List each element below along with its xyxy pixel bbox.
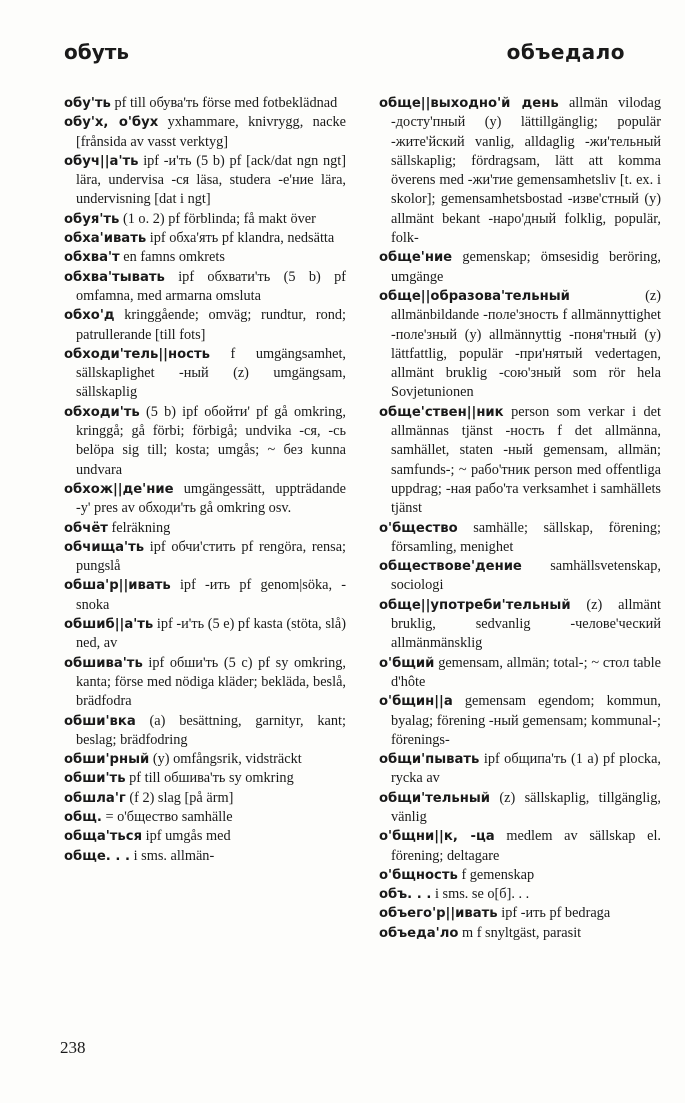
- entry-definition: yxhammare, knivrygg, nacke [frånsida av vasst verktyg]: [76, 114, 346, 150]
- entry-headword: о'бщество: [379, 520, 458, 536]
- entry-definition: = о'бщество samhälle: [105, 808, 233, 825]
- entry-headword: обуя'ть: [64, 211, 120, 227]
- entry-headword: обу'ть: [64, 96, 111, 111]
- dictionary-entry: [64, 229, 346, 248]
- entry-definition: kringgående; omväg; rundtur, rond; patrullerande [till fots]: [76, 307, 346, 343]
- entry-headword: о'бщин||а: [379, 694, 453, 710]
- entry-headword: обша'р||ивать: [64, 578, 171, 594]
- entry-definition: (1 o. 2) pf förblinda; få makt över: [122, 210, 316, 227]
- dictionary-entry: [379, 596, 661, 654]
- entry-headword: обхва'т: [64, 250, 120, 266]
- entry-definition: gemensam egendom; kommun, byalag; förening -ный gemensam; kommunal-; förenings-: [391, 693, 662, 748]
- entry-definition: felräkning: [111, 519, 171, 536]
- entry-headword: обхва'тывать: [64, 269, 165, 285]
- entry-definition: samhälle; sällskap, förening; församling, menighet: [391, 519, 662, 555]
- entry-definition: person som verkar i det allmännas tjänst -ность f det allmänna, samhället, staten -ный gemensam, allmän; samfunds-; ~ рабо'тник person med offentliga uppdrag; -ная рабо'та verksamhet i samhällets tjänst: [391, 403, 661, 517]
- dictionary-entry: [64, 210, 346, 229]
- dictionary-entry: [379, 924, 661, 943]
- entry-headword: обчища'ть: [64, 539, 145, 555]
- entry-definition: ipf umgås med: [145, 828, 231, 845]
- entry-headword: обшла'г: [64, 790, 126, 806]
- entry-headword: объеда'ло: [379, 925, 459, 941]
- entry-definition: pf till обшива'ть sy omkring: [129, 770, 294, 787]
- dictionary-entry: [64, 113, 346, 152]
- entry-definition: ipf обши'ть (5 c) pf sy omkring, kanta; förse med nödiga kläder; bekläda, beslå, brädfodra: [76, 654, 346, 710]
- entry-headword: обще||образова'тельный: [379, 288, 570, 304]
- dictionary-entry: [64, 306, 346, 345]
- entry-headword: обха'ивать: [64, 231, 147, 247]
- entry-definition: samhällsvetenskap, sociologi: [391, 558, 661, 594]
- entry-headword: обу'х, о'бух: [64, 115, 159, 131]
- dictionary-entry: [64, 808, 346, 827]
- right-column: [379, 94, 661, 943]
- header-last-word: объедало: [506, 40, 625, 64]
- dictionary-entry: [64, 789, 346, 808]
- entry-headword: обши'ть: [64, 771, 126, 787]
- dictionary-entry: [64, 519, 346, 538]
- dictionary-entry: [379, 519, 661, 558]
- dictionary-entry: [379, 287, 661, 403]
- dictionary-entry: [64, 480, 346, 519]
- entry-headword: объ. . .: [379, 887, 432, 903]
- dictionary-entry: [379, 827, 661, 866]
- entry-definition: gemensam, allmän; total-; ~ стол table d'hôte: [391, 654, 661, 690]
- page-number: 238: [60, 1038, 86, 1057]
- entry-headword: обща'ться: [64, 829, 143, 845]
- dictionary-entry: [379, 750, 661, 789]
- entry-definition: en famns omkrets: [123, 249, 225, 266]
- entry-definition: (z) sällskaplig, tillgänglig, vänlig: [391, 789, 662, 825]
- entry-definition: i sms. se о[б]. . .: [434, 886, 530, 903]
- entry-headword: обхож||де'ние: [64, 481, 174, 497]
- entry-definition: (f 2) slag [på ärm]: [129, 789, 234, 806]
- entry-definition: umgängessätt, uppträdande -у' pres av обходи'ть gå omkring osv.: [76, 480, 346, 517]
- entry-definition: ipf общипа'ть (1 a) pf plocka, rycka av: [391, 751, 661, 787]
- dictionary-entry: [64, 268, 346, 307]
- entry-definition: ipf обха'ять pf klandra, nedsätta: [149, 230, 335, 247]
- entry-definition: allmän vilodag -досту'пный (y) lättillgänglig; populär -жите'йский vanlig, alldaglig -жи'тельный sällskaplig; fördragsam, lätt att komma överens med -жи'тие gemensamhetsliv [t. ex. i skolor]; gemensamhetsbostad -изве'стный (y) allmänt bekant -наро'дный folklig, populär, folk-: [391, 95, 661, 247]
- entry-headword: обще||употреби'тельный: [379, 597, 571, 613]
- entry-headword: обшиб||а'ть: [64, 617, 154, 633]
- entry-headword: обходи'ть: [64, 404, 140, 420]
- dictionary-entry: [379, 94, 661, 248]
- dictionary-entry: [64, 538, 346, 577]
- entry-definition: ipf обхвати'ть (5 b) pf omfamna, med armarna omsluta: [76, 268, 346, 304]
- entry-headword: обуч||а'ть: [64, 153, 139, 169]
- entry-headword: общи'пывать: [379, 752, 480, 768]
- entry-definition: ipf -и'ть (5 e) pf kasta (stöta, slå) ned, av: [76, 616, 346, 652]
- dictionary-entry: [64, 576, 346, 615]
- dictionary-entry: [379, 248, 661, 287]
- left-column: [64, 94, 346, 866]
- dictionary-entry: [379, 789, 661, 828]
- entry-headword: общи'тельный: [379, 790, 490, 806]
- dictionary-entry: [64, 750, 346, 769]
- entry-headword: обще. . .: [64, 848, 131, 864]
- entry-definition: (z) allmänt bruklig, sedvanlig -челове'ческий allmänmänsklig: [391, 596, 661, 652]
- dictionary-entry: [379, 557, 661, 596]
- entry-headword: обще'ние: [379, 250, 453, 266]
- entry-definition: ipf -ить pf bedraga: [501, 905, 611, 922]
- header-first-word: обуть: [64, 40, 129, 64]
- dictionary-entry: [379, 403, 661, 519]
- dictionary-entry: [379, 885, 661, 904]
- entry-definition: i sms. allmän-: [133, 847, 215, 864]
- entry-headword: обще||выходно'й день: [379, 96, 559, 111]
- entry-headword: обши'рный: [64, 752, 150, 768]
- entry-headword: обхо'д: [64, 308, 115, 324]
- dictionary-entry: [379, 692, 661, 750]
- entry-headword: обще'ствен||ник: [379, 404, 504, 420]
- entry-definition: f umgängsamhet, sällskaplighet -ный (z) umgängsam, sällskaplig: [76, 345, 346, 401]
- entry-definition: (5 b) ipf обойти' pf gå omkring, kringgå; gå förbi; förbigå; undvika -ся, -сь belöpa sig till; kosta; umgås; ~ без kunna undvara: [76, 403, 346, 478]
- dictionary-entry: [64, 615, 346, 654]
- dictionary-entry: [64, 769, 346, 788]
- entry-headword: общ.: [64, 809, 102, 825]
- dictionary-entry: [64, 248, 346, 267]
- entry-definition: f gemenskap: [461, 866, 535, 883]
- entry-headword: обществове'дение: [379, 559, 522, 575]
- dictionary-entry: [64, 827, 346, 846]
- dictionary-entry: [64, 847, 346, 866]
- entry-definition: medlem av sällskap el. förening; deltagare: [391, 828, 661, 864]
- dictionary-entry: [64, 345, 346, 403]
- entry-definition: (z) allmänbildande -поле'зность f allmännyttighet -поле'зный (y) allmännyttig -поня'тный (y) lättfattlig, populär -при'нятый vedertagen, allmänt bruklig -сою'зный som rör hela Sovjetunionen: [391, 287, 661, 401]
- entry-headword: обшива'ть: [64, 655, 143, 671]
- dictionary-entry: [379, 866, 661, 885]
- dictionary-entry: [64, 654, 346, 712]
- entry-definition: ipf -и'ть (5 b) pf [ack/dat ngn ngt] lära, undervisa -ся läsa, studera -е'ние lära, undervisning [dat i ngt]: [76, 152, 346, 208]
- entry-headword: о'бщни||к, -ца: [379, 829, 495, 845]
- running-header: [60, 40, 625, 70]
- entry-headword: о'бщность: [379, 867, 458, 883]
- dictionary-entry: [64, 152, 346, 210]
- entry-definition: pf till обува'ть förse med fotbeklädnad: [114, 95, 338, 111]
- entry-headword: о'бщий: [379, 655, 435, 671]
- entry-headword: обчёт: [64, 520, 108, 536]
- dictionary-entry: [64, 94, 346, 113]
- dictionary-entry: [64, 712, 346, 751]
- entry-definition: (a) besättning, garnityr, kant; beslag; brädfodring: [76, 712, 346, 748]
- dictionary-entry: [64, 403, 346, 480]
- dictionary-entry: [379, 904, 661, 923]
- entry-definition: ipf -ить pf genom|söka, -snoka: [76, 577, 346, 613]
- entry-definition: m f snyltgäst, parasit: [462, 924, 582, 941]
- entry-headword: объего'р||ивать: [379, 906, 498, 922]
- entry-headword: обши'вка: [64, 713, 136, 729]
- dictionary-entry: [379, 654, 661, 693]
- entry-definition: gemenskap; ömsesidig beröring, umgänge: [391, 249, 661, 285]
- entry-definition: (y) omfångsrik, vidsträckt: [152, 751, 302, 768]
- entry-headword: обходи'тель||ность: [64, 346, 210, 362]
- entry-definition: ipf обчи'стить pf rengöra, rensa; pungslå: [76, 538, 347, 575]
